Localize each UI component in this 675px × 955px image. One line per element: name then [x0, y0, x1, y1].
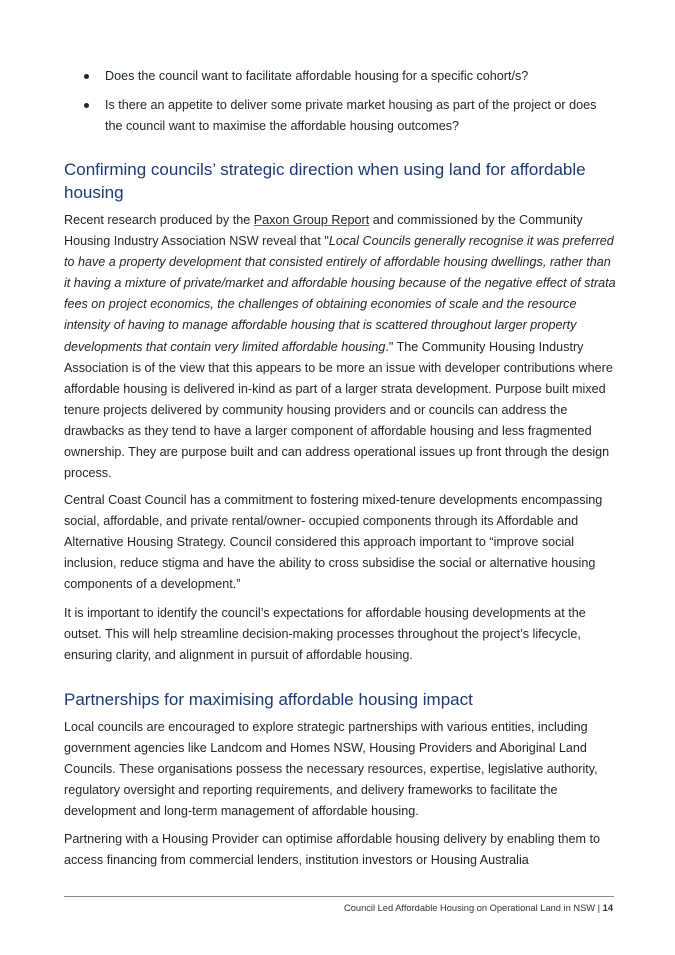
list-item-text: Is there an appetite to deliver some private market housing as part of the project or does the council want to maximise the affordable housing outcomes? [105, 98, 597, 133]
bullet-icon [84, 74, 89, 79]
list-item [84, 66, 616, 87]
footer-divider [64, 896, 614, 897]
paxon-report-link[interactable]: Paxon Group Report [253, 213, 370, 227]
quoted-text: Local Councils generally recognise it was preferred to have a property development that consisted entirely of affordable housing dwellings, rather than it having a mixture of private/market and affordable housing because of the negative effect of strata fees on project economics, the challenges of obtaining economies of scale and the resource intensity of having to manage affordable housing that is scattered throughout larger property developments that contain very limited affordable housing [64, 234, 616, 354]
paragraph-paxon-research [64, 210, 616, 484]
paragraph-text: Recent research produced by the [64, 213, 254, 227]
paragraph-expectations: It is important to identify the council’s expectations for affordable housing developments at the outset. This will help streamline decision-making processes throughout the project’s lifecycle, ensuring clarity, and alignment in pursuit of affordable housing. [64, 606, 586, 663]
list-item [84, 95, 616, 137]
bullet-icon [84, 103, 89, 108]
paragraph-partnerships: Local councils are encouraged to explore strategic partnerships with various entities, including government agencies like Landcom and Homes NSW, Housing Providers and Aboriginal Land Councils. These organisations possess the necessary resources, expertise, legislative authority, regulatory oversight and reporting requirements, and delivery frameworks to facilitate the development and long-term management of affordable housing. [64, 720, 598, 819]
paragraph-text: ." The Community Housing Industry Association is of the view that this appears to be more an issue with developer contributions where affordable housing is delivered in-kind as part of a larger strata development. Purpose built mixed tenure projects delivered by community housing providers and or councils can address the drawbacks as they tend to have a larger component of affordable housing and less fragmented ownership. They are purpose built and can address operational issues up front through the design process. [64, 339, 613, 481]
paragraph-housing-provider: Partnering with a Housing Provider can optimise affordable housing delivery by enabling them to access financing from commercial lenders, institution investors or Housing Australia [64, 832, 601, 868]
section-heading-partnerships: Partnerships for maximising affordable housing impact [64, 690, 473, 709]
page-number: 14 [602, 903, 613, 913]
paragraph-text: and commissioned by the Community Housing Industry Association NSW reveal that " [64, 213, 583, 249]
paragraph-central-coast: Central Coast Council has a commitment to fostering mixed-tenure developments encompassing social, affordable, and private rental/owner- occupied components through its Affordable and Alternative Housing Strategy. Council considered this approach important to “improve social inclusion, reduce stigma and have the ability to cross subsidise the social or alternative housing components of a development.” [64, 493, 603, 592]
footer-separator: | [595, 903, 603, 913]
page-footer [344, 903, 613, 913]
footer-title: Council Led Affordable Housing on Operational Land in NSW [344, 903, 596, 913]
question-list [84, 66, 616, 145]
section-heading-strategic-direction: Confirming councils’ strategic direction when using land for affordable housing [64, 160, 586, 202]
list-item-text: Does the council want to facilitate affordable housing for a specific cohort/s? [105, 69, 529, 83]
